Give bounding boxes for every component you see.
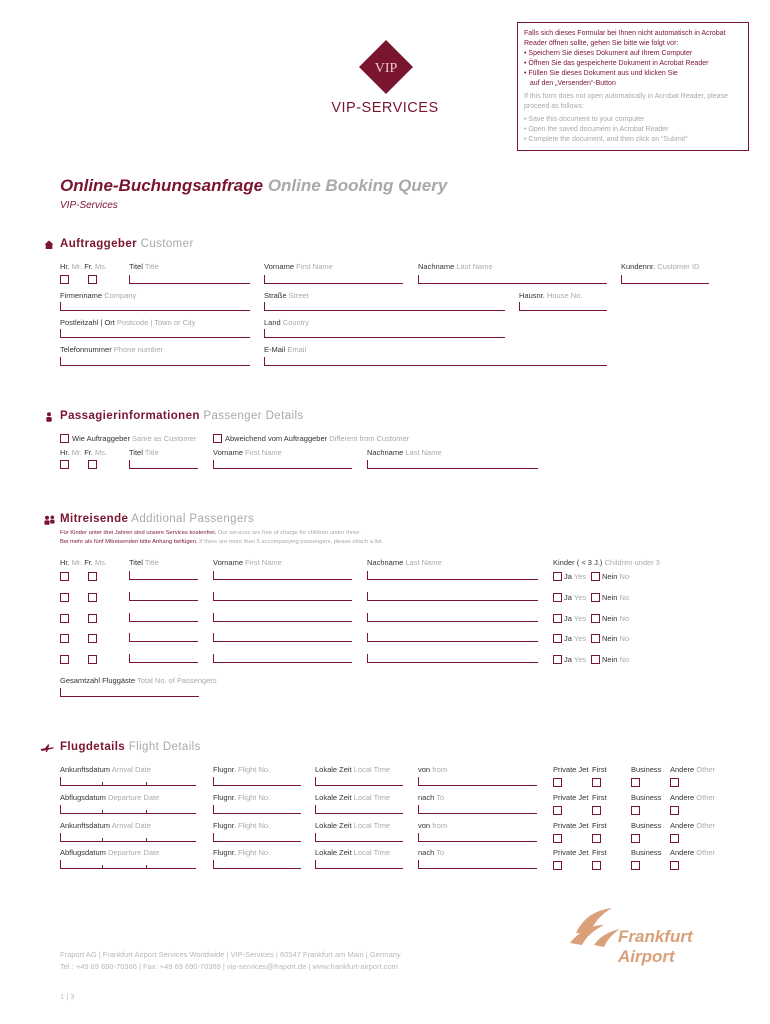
checkbox-ms[interactable] xyxy=(88,634,97,643)
title-field[interactable] xyxy=(129,592,198,601)
first-label: First xyxy=(592,793,607,802)
child-yes-label: Ja Yes xyxy=(564,655,587,664)
child-yes-label: Ja Yes xyxy=(564,572,587,581)
flight-no-field[interactable] xyxy=(213,777,301,786)
title-field[interactable] xyxy=(129,633,198,642)
private-jet-label: Private Jet xyxy=(553,848,589,857)
checkbox-different-from-customer[interactable] xyxy=(213,434,222,443)
local-time-label: Lokale Zeit Local Time xyxy=(315,793,391,802)
salutation-label: Hr. Mr. Fr. Ms. xyxy=(60,262,108,271)
checkbox-child-no[interactable] xyxy=(591,634,600,643)
child-no-label: Nein No xyxy=(602,572,630,581)
local-time-label: Lokale Zeit Local Time xyxy=(315,848,391,857)
page-title xyxy=(60,176,447,196)
section-flight-de: Flugdetails xyxy=(60,741,126,753)
date-separator xyxy=(102,810,103,814)
flight-date-label: Ankunftsdatum Arrival Date xyxy=(60,765,151,774)
date-separator xyxy=(146,810,147,814)
checkbox-child-yes[interactable] xyxy=(553,614,562,623)
date-separator xyxy=(102,782,103,786)
section-passenger-title xyxy=(60,410,304,422)
firstname-field[interactable] xyxy=(213,571,352,580)
firstname-field[interactable] xyxy=(264,275,403,284)
section-customer-title xyxy=(60,238,194,250)
first-label: First xyxy=(592,821,607,830)
checkbox-private-jet[interactable] xyxy=(553,778,562,787)
postcode-field[interactable] xyxy=(60,329,250,338)
lastname-field[interactable] xyxy=(367,460,538,469)
firstname-label: Vorname First Name xyxy=(213,558,282,567)
logo-word-frankfurt: Frankfurt xyxy=(618,927,693,946)
flight-no-label: Flugnr. Flight No. xyxy=(213,765,271,774)
business-label: Business xyxy=(631,793,662,802)
customer-id-label: Kundennr. Customer ID xyxy=(621,262,700,271)
business-label: Business xyxy=(631,848,662,857)
street-field[interactable] xyxy=(264,302,505,311)
section-additional-de: Mitreisende xyxy=(60,513,129,525)
lastname-field[interactable] xyxy=(367,654,538,663)
checkbox-mr[interactable] xyxy=(60,593,69,602)
flight-place-field[interactable] xyxy=(418,833,537,842)
group-icon xyxy=(43,515,56,525)
lastname-field[interactable] xyxy=(367,592,538,601)
flight-place-label: nach To xyxy=(418,793,445,802)
lastname-field[interactable] xyxy=(418,275,607,284)
child-yes-label: Ja Yes xyxy=(564,614,587,623)
house-icon xyxy=(44,240,54,250)
title-label: Titel Title xyxy=(129,448,159,457)
notice-en-item: • Save this document to your computer xyxy=(524,116,645,123)
frankfurt-airport-logo xyxy=(566,903,716,973)
flight-place-field[interactable] xyxy=(418,805,537,814)
total-passengers-label: Gesamtzahl Fluggäste Total No. of Passengers xyxy=(60,676,217,685)
checkbox-other[interactable] xyxy=(670,778,679,787)
checkbox-ms[interactable] xyxy=(88,460,97,469)
houseno-label: Hausnr. House No. xyxy=(519,291,583,300)
total-passengers-field[interactable] xyxy=(60,688,199,697)
child-no-label: Nein No xyxy=(602,634,630,643)
child-no-label: Nein No xyxy=(602,593,630,602)
other-label: Andere Other xyxy=(670,793,716,802)
section-additional-en: Additional Passengers xyxy=(131,513,255,525)
checkbox-private-jet[interactable] xyxy=(553,806,562,815)
email-field[interactable] xyxy=(264,357,607,366)
notice-en-item: • Complete the document, and then click on “Submit” xyxy=(524,136,688,143)
other-label: Andere Other xyxy=(670,848,716,857)
phone-label: Telefonnummer Phone number xyxy=(60,345,163,354)
flight-date-field[interactable] xyxy=(60,833,196,842)
child-yes-label: Ja Yes xyxy=(564,634,587,643)
checkbox-mr[interactable] xyxy=(60,275,69,284)
flight-place-label: von from xyxy=(418,821,448,830)
phone-field[interactable] xyxy=(60,357,250,366)
page-title-de: Online-Buchungsanfrage xyxy=(60,176,264,195)
different-from-customer-label: Abweichend vom Auftraggeber Different from Customer xyxy=(225,434,410,443)
checkbox-child-yes[interactable] xyxy=(553,655,562,664)
checkbox-private-jet[interactable] xyxy=(553,861,562,870)
customer-id-field[interactable] xyxy=(621,275,709,284)
section-passenger-en: Passenger Details xyxy=(203,410,304,422)
firstname-field[interactable] xyxy=(213,613,352,622)
flight-place-field[interactable] xyxy=(418,777,537,786)
person-icon xyxy=(44,412,54,422)
title-field[interactable] xyxy=(129,275,250,284)
flight-no-field[interactable] xyxy=(213,805,301,814)
notice-de-item: • Öffnen Sie das gespeicherte Dokument in Acrobat Reader xyxy=(524,60,709,67)
flight-date-field[interactable] xyxy=(60,805,196,814)
date-separator xyxy=(146,865,147,869)
local-time-field[interactable] xyxy=(315,805,403,814)
title-field[interactable] xyxy=(129,571,198,580)
notice-de-intro: Falls sich dieses Formular bei Ihnen nicht automatisch in Acrobat Reader öffnen sollte, gehen Sie bitte wie folgt vor: xyxy=(524,30,726,47)
footer-address: Fraport AG | Frankfurt Airport Services Worldwide | VIP-Services | 60547 Frankfurt am Main | Germany xyxy=(60,950,401,959)
lastname-field[interactable] xyxy=(367,571,538,580)
footer-contact: Tel.: +49 69 690-70366 | Fax: +49 69 690-70369 | vip-services@fraport.de | www.frankfurt-airport.com xyxy=(60,962,398,971)
checkbox-first[interactable] xyxy=(592,806,601,815)
checkbox-business[interactable] xyxy=(631,778,640,787)
lastname-field[interactable] xyxy=(367,633,538,642)
flight-date-label: Ankunftsdatum Arrival Date xyxy=(60,821,151,830)
local-time-field[interactable] xyxy=(315,777,403,786)
local-time-field[interactable] xyxy=(315,833,403,842)
lastname-label: Nachname Last Name xyxy=(367,448,442,457)
child-no-label: Nein No xyxy=(602,614,630,623)
checkbox-mr[interactable] xyxy=(60,634,69,643)
notice-de-item: • Füllen Sie dieses Dokument aus und klicken Sie xyxy=(524,70,678,77)
checkbox-business[interactable] xyxy=(631,834,640,843)
lastname-label: Nachname Last Name xyxy=(418,262,493,271)
notice-box xyxy=(517,22,749,151)
firstname-field[interactable] xyxy=(213,654,352,663)
vip-diamond-icon xyxy=(357,38,415,96)
notice-de-item: • Speichern Sie dieses Dokument auf Ihrem Computer xyxy=(524,50,693,57)
date-separator xyxy=(146,782,147,786)
checkbox-other[interactable] xyxy=(670,861,679,870)
checkbox-private-jet[interactable] xyxy=(553,834,562,843)
street-label: Straße Street xyxy=(264,291,309,300)
company-label: Firmenname Company xyxy=(60,291,137,300)
houseno-field[interactable] xyxy=(519,302,607,311)
firstname-field[interactable] xyxy=(213,460,352,469)
flight-place-label: nach To xyxy=(418,848,445,857)
checkbox-child-no[interactable] xyxy=(591,593,600,602)
checkbox-same-as-customer[interactable] xyxy=(60,434,69,443)
checkbox-mr[interactable] xyxy=(60,655,69,664)
private-jet-label: Private Jet xyxy=(553,821,589,830)
salutation-label: Hr. Mr. Fr. Ms. xyxy=(60,558,108,567)
checkbox-business[interactable] xyxy=(631,861,640,870)
email-label: E-Mail Email xyxy=(264,345,307,354)
page-title-en: Online Booking Query xyxy=(267,176,448,195)
company-field[interactable] xyxy=(60,302,250,311)
country-label: Land Country xyxy=(264,318,310,327)
flight-no-label: Flugnr. Flight No. xyxy=(213,848,271,857)
title-label: Titel Title xyxy=(129,558,159,567)
flight-no-field[interactable] xyxy=(213,833,301,842)
child-yes-label: Ja Yes xyxy=(564,593,587,602)
checkbox-mr[interactable] xyxy=(60,572,69,581)
section-flight-en: Flight Details xyxy=(128,741,201,753)
postcode-label: Postleitzahl | Ort Postcode | Town or City xyxy=(60,318,196,327)
airport-swirl-icon xyxy=(566,903,626,948)
child-no-label: Nein No xyxy=(602,655,630,664)
date-separator xyxy=(102,865,103,869)
plane-icon xyxy=(40,743,55,753)
firstname-field[interactable] xyxy=(213,592,352,601)
local-time-label: Lokale Zeit Local Time xyxy=(315,765,391,774)
local-time-label: Lokale Zeit Local Time xyxy=(315,821,391,830)
flight-place-label: von from xyxy=(418,765,448,774)
title-field[interactable] xyxy=(129,654,198,663)
children-label: Kinder ( < 3 J.) Children under 3 xyxy=(553,558,660,567)
checkbox-mr[interactable] xyxy=(60,460,69,469)
flight-no-label: Flugnr. Flight No. xyxy=(213,793,271,802)
private-jet-label: Private Jet xyxy=(553,793,589,802)
attachment-note: Bei mehr als fünf Mitreisenden bitte Anhang beifügen. If there are more than 5 accompanying passengers, please attach a list. xyxy=(60,539,384,545)
title-field[interactable] xyxy=(129,460,198,469)
country-field[interactable] xyxy=(264,329,505,338)
title-field[interactable] xyxy=(129,613,198,622)
salutation-label: Hr. Mr. Fr. Ms. xyxy=(60,448,108,457)
flight-date-field[interactable] xyxy=(60,777,196,786)
checkbox-child-no[interactable] xyxy=(591,572,600,581)
firstname-label: Vorname First Name xyxy=(213,448,282,457)
vip-logo xyxy=(357,38,415,96)
checkbox-mr[interactable] xyxy=(60,614,69,623)
business-label: Business xyxy=(631,821,662,830)
local-time-field[interactable] xyxy=(315,860,403,869)
flight-place-field[interactable] xyxy=(418,860,537,869)
brand-name: VIP-SERVICES xyxy=(331,100,439,116)
checkbox-other[interactable] xyxy=(670,834,679,843)
svg-text:VIP: VIP xyxy=(374,61,398,76)
logo-word-airport: Airport xyxy=(618,947,675,966)
lastname-label: Nachname Last Name xyxy=(367,558,442,567)
lastname-field[interactable] xyxy=(367,613,538,622)
notice-en-intro: If this form does not open automatically in Acrobat Reader, please proceed as follows: xyxy=(524,93,728,110)
checkbox-ms[interactable] xyxy=(88,593,97,602)
section-additional-title xyxy=(60,513,254,525)
checkbox-first[interactable] xyxy=(592,834,601,843)
first-label: First xyxy=(592,765,607,774)
page-subtitle: VIP-Services xyxy=(60,200,118,211)
checkbox-business[interactable] xyxy=(631,806,640,815)
checkbox-ms[interactable] xyxy=(88,572,97,581)
other-label: Andere Other xyxy=(670,821,716,830)
flight-no-label: Flugnr. Flight No. xyxy=(213,821,271,830)
notice-en-item: • Open the saved document in Acrobat Reader xyxy=(524,126,669,133)
first-label: First xyxy=(592,848,607,857)
children-note: Für Kinder unter drei Jahren sind unsere Services kostenfrei. Our services are free of charge for children under three. xyxy=(60,530,361,536)
notice-de-item: auf den „Versenden“-Button xyxy=(524,80,616,87)
firstname-field[interactable] xyxy=(213,633,352,642)
checkbox-child-no[interactable] xyxy=(591,655,600,664)
flight-date-label: Abflugsdatum Departure Date xyxy=(60,848,160,857)
same-as-customer-label: Wie Auftraggeber Same as Customer xyxy=(72,434,197,443)
checkbox-ms[interactable] xyxy=(88,614,97,623)
section-passenger-de: Passagierinformationen xyxy=(60,410,200,422)
firstname-label: Vorname First Name xyxy=(264,262,333,271)
title-label: Titel Title xyxy=(129,262,159,271)
checkbox-ms[interactable] xyxy=(88,275,97,284)
checkbox-child-yes[interactable] xyxy=(553,572,562,581)
flight-date-label: Abflugsdatum Departure Date xyxy=(60,793,160,802)
page-number: 1 | 3 xyxy=(60,992,75,1001)
checkbox-child-yes[interactable] xyxy=(553,593,562,602)
other-label: Andere Other xyxy=(670,765,716,774)
date-separator xyxy=(146,838,147,842)
checkbox-child-yes[interactable] xyxy=(553,634,562,643)
section-flight-title xyxy=(60,741,201,753)
checkbox-ms[interactable] xyxy=(88,655,97,664)
date-separator xyxy=(102,838,103,842)
private-jet-label: Private Jet xyxy=(553,765,589,774)
section-customer-en: Customer xyxy=(140,238,194,250)
flight-no-field[interactable] xyxy=(213,860,301,869)
checkbox-first[interactable] xyxy=(592,778,601,787)
flight-date-field[interactable] xyxy=(60,860,196,869)
checkbox-other[interactable] xyxy=(670,806,679,815)
checkbox-first[interactable] xyxy=(592,861,601,870)
business-label: Business xyxy=(631,765,662,774)
checkbox-child-no[interactable] xyxy=(591,614,600,623)
section-customer-de: Auftraggeber xyxy=(60,238,138,250)
